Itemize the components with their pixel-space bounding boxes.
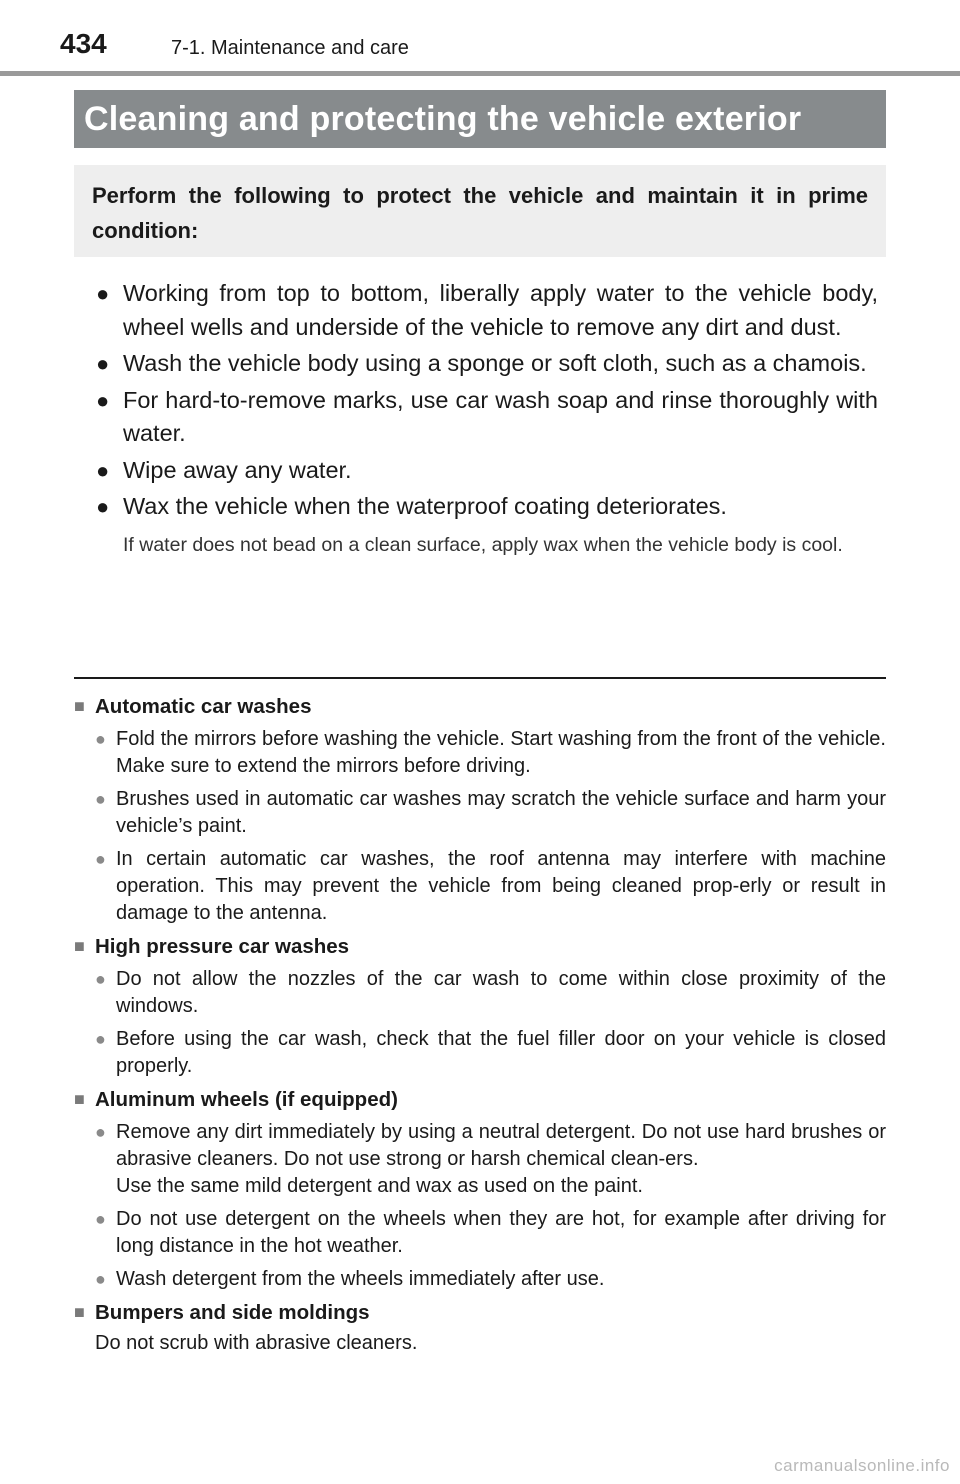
step-text: Wax the vehicle when the waterproof coating deteriorates. [123, 493, 727, 519]
page-number: 434 [60, 28, 107, 59]
bullet-icon: ● [96, 281, 110, 306]
bullet-icon: ● [96, 351, 110, 376]
bullet-icon: ● [95, 729, 106, 749]
note-heading: ■ Aluminum wheels (if equipped) [74, 1088, 398, 1111]
step-text: Working from top to bottom, liberally apply water to the vehicle body, wheel wells and underside of the vehicle to remove any dirt and dust. [123, 280, 878, 340]
bullet-icon: ● [95, 849, 106, 869]
note-item-extra: Use the same mild detergent and wax as used on the paint. [116, 1175, 643, 1197]
note-item: ● Do not allow the nozzles of the car wash to come within close proximity of the windows. [95, 968, 886, 1017]
step-item [96, 347, 878, 381]
square-bullet-icon: ■ [74, 696, 85, 716]
note-item: ● Remove any dirt immediately by using a neutral detergent. Do not use hard brushes or abrasive cleaners. Do not use strong or harsh chemical clean-ers. Use the same mild detergent and wax as used on the paint. [95, 1121, 886, 1197]
bullet-icon: ● [96, 494, 110, 519]
square-bullet-icon: ■ [74, 1089, 85, 1109]
step-text: For hard-to-remove marks, use car wash soap and rinse thoroughly with water. [123, 386, 878, 446]
bullet-icon: ● [95, 1029, 106, 1049]
step-text: Wipe away any water. [123, 456, 352, 483]
section-divider [74, 677, 886, 679]
header-rule [0, 71, 960, 76]
section-label: 7-1. Maintenance and care [171, 37, 409, 59]
wax-note: If water does not bead on a clean surface, apply wax when the vehicle body is cool. [123, 533, 843, 556]
steps-list [96, 277, 878, 559]
note-item: ● Brushes used in automatic car washes may scratch the vehicle surface and harm your vehicle’s paint. [95, 788, 886, 837]
step-item [96, 277, 878, 344]
note-item: ● Fold the mirrors before washing the vehicle. Start washing from the front of the vehicle. Make sure to extend the mirrors before driving. [95, 728, 886, 777]
note-item: ● Before using the car wash, check that the fuel filler door on your vehicle is closed properly. [95, 1028, 886, 1077]
note-item: ● Do not use detergent on the wheels when they are hot, for example after driving for long distance in the hot weather. [95, 1208, 886, 1257]
note-text: Do not scrub with abrasive cleaners. [95, 1332, 418, 1354]
bullet-icon: ● [95, 789, 106, 809]
bullet-icon: ● [95, 1209, 106, 1229]
intro-box: Perform the following to protect the vehicle and maintain it in prime condition: [74, 165, 886, 257]
bullet-icon: ● [96, 457, 110, 483]
bullet-icon: ● [96, 387, 110, 413]
note-heading: ■ High pressure car washes [74, 935, 350, 958]
note-item: ● In certain automatic car washes, the roof antenna may interfere with machine operation. This may prevent the vehicle from being cleaned prop-erly or result in damage to the antenna. [95, 848, 886, 924]
bullet-icon: ● [95, 969, 106, 989]
page-header [0, 0, 960, 76]
bullet-icon: ● [95, 1269, 106, 1289]
note-heading: ■ Automatic car washes [74, 695, 312, 718]
step-item [96, 454, 878, 488]
step-item [96, 490, 878, 524]
square-bullet-icon: ■ [74, 936, 85, 956]
note-item: ● Wash detergent from the wheels immediately after use. [74, 1266, 886, 1293]
step-item [96, 384, 878, 451]
bullet-icon: ● [95, 1122, 106, 1142]
square-bullet-icon: ■ [74, 1302, 85, 1322]
page-title: Cleaning and protecting the vehicle exterior [74, 90, 886, 148]
step-text: Wash the vehicle body using a sponge or soft cloth, such as a chamois. [123, 350, 867, 376]
notes-section [74, 687, 886, 1357]
note-heading: ■ Bumpers and side moldings [74, 1301, 370, 1324]
watermark: carmanualsonline.info [774, 1456, 950, 1475]
